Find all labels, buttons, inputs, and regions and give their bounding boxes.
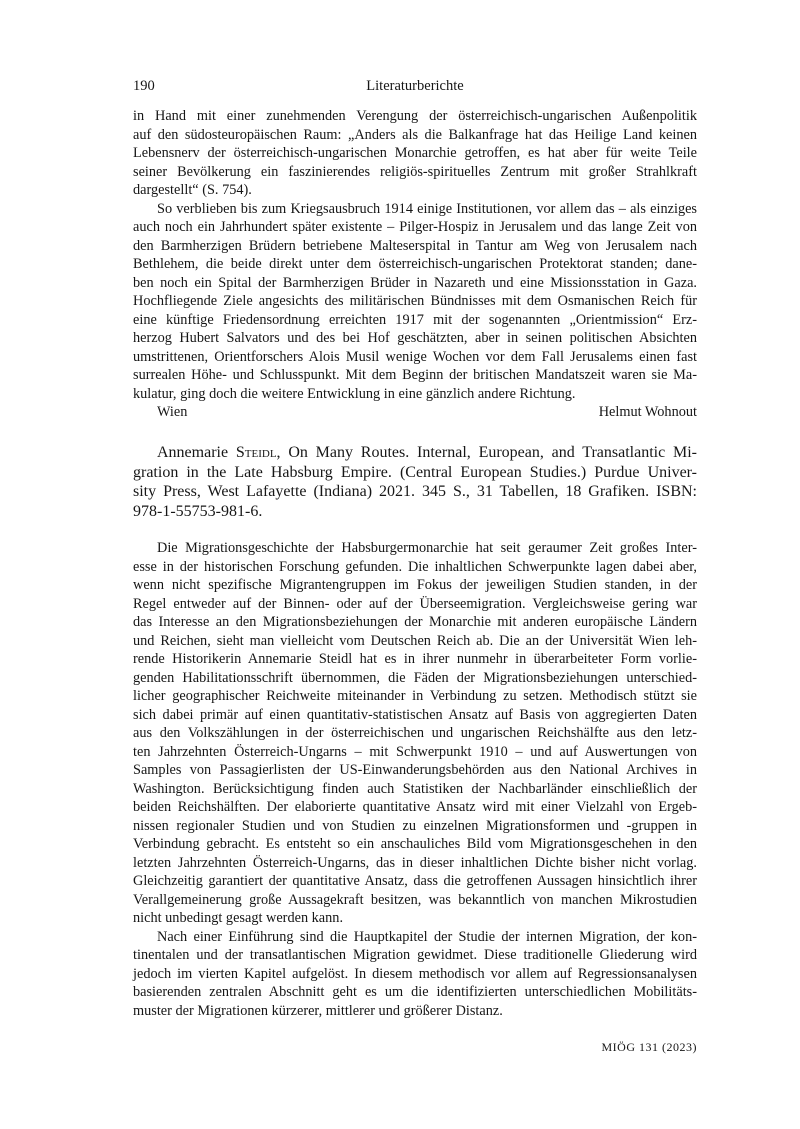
text-line: Verbindung gebracht. Es entsteht so ein anschauliches Bild vom Migrationsgeschehen in den xyxy=(133,836,697,852)
text-line: dargestellt“ (S. 754). xyxy=(133,182,252,198)
text-line: aus den Volkszählungen in der österreichischen und ungarischen Reichshälfte aus den letz- xyxy=(133,725,697,741)
text-line: licher geographischer Reichweite miteinander in Verbindung zu setzen. Methodisch stützt sie xyxy=(133,688,697,704)
text-line: auf den südosteuropäischen Raum: „Anders als die Balkanfrage hat das Heilige Land keinen xyxy=(133,126,697,143)
reviewer-name: Helmut Wohnout xyxy=(598,404,697,420)
citation-line: 978-1-55753-981-6. xyxy=(133,502,263,520)
citation-line: gration in the Late Habsburg Empire. (Central European Studies.) Purdue Univer- xyxy=(133,463,697,481)
text-line: ten Jahrzehnten Österreich-Ungarns – mit Schwerpunkt 1910 – und auf Auswertungen von xyxy=(133,743,697,760)
citation-line xyxy=(133,443,697,463)
text-line: eine künftige Friedensordnung erreichten 1917 mit der sogenannten „Orientmission“ Erz- xyxy=(133,311,697,328)
text-line: kulatur, ging doch die weitere Entwicklung in eine gänzlich andere Richtung. xyxy=(133,385,576,402)
text-line: rende Historikerin Annemarie Steidl hat es in ihrer nunmehr in überarbeiteter Form vorlie- xyxy=(133,651,697,667)
text-line: Bethlehem, die beide direkt unter dem österreichisch-ungarischen Protektorat standen; dane- xyxy=(133,256,697,272)
text-line: und Reichen, sieht man vielleicht vom Deutschen Reich ab. Die an der Universität Wien leh- xyxy=(133,632,697,649)
text-line: nicht unbedingt gesagt werden kann. xyxy=(133,910,344,926)
text-line: wenn nicht spezifische Migrantengruppen im Fokus der jeweiligen Studien standen, in der xyxy=(133,577,697,593)
text-line: das Interesse an den Migrationsbeziehungen der Monarchie mit anderen europäische Ländern xyxy=(133,614,697,630)
citation-title: , On Many Routes. Internal, European, and Transatlantic Mi- xyxy=(276,444,698,461)
text-line: sich dabei primär auf einen quantitativ-statistischen Ansatz auf Basis von aggregierten Daten xyxy=(133,706,697,723)
text-line: esse in der historischen Forschung gefunden. Die inhaltlichen Schwerpunkte lagen dabei aber, xyxy=(133,558,697,575)
text-line: letzten Jahrzehnten Österreich-Ungarns, das in dieser inhaltlichen Dichte bisher nicht vorlag. xyxy=(133,854,697,871)
text-line: muster der Migrationen kürzerer, mittlerer und größerer Distanz. xyxy=(133,1002,503,1019)
text-line: Gleichzeitig garantiert der quantitative Ansatz, dass die getroffenen Aussagen hinsichtlich ihrer xyxy=(133,873,697,889)
text-line: Washington. Berücksichtigung finden auch Statistiken der Nachbarländer einschließlich der xyxy=(133,780,697,797)
bibliographic-citation xyxy=(133,443,697,521)
text-line: jedoch im vierten Kapitel aufgelöst. In diesem methodisch vor allem auf Regressionsanalysen xyxy=(133,965,697,982)
text-line: surrealen Höhe- und Schlusspunkt. Mit dem Beginn der britischen Mandatszeit waren sie Ma- xyxy=(133,367,697,383)
text-line: den Barmherzigen Brüdern betriebene Malteserspital in Tantur am Weg von Jerusalem nach xyxy=(133,237,697,254)
text-line: in Hand mit einer zunehmenden Verengung der österreichisch-ungarischen Außenpolitik xyxy=(133,108,697,124)
text-line: beiden Reichshälften. Der elaborierte quantitative Ansatz wird mit einer Vielzahl von Ergeb- xyxy=(133,799,697,815)
author-surname: Steidl xyxy=(235,444,277,461)
journal-footer: MIÖG 131 (2023) xyxy=(601,1040,697,1054)
text-line: umstrittenen, Orientforschers Alois Musil wenige Wochen vor dem Fall Jerusalems einen fast xyxy=(133,348,697,365)
paragraph xyxy=(133,928,697,1021)
author-given-name: Annemarie xyxy=(157,444,229,461)
previous-review xyxy=(133,107,697,422)
text-line: herzog Hubert Salvators und des bei Hof geschätzten, aber in seinen politischen Absichten xyxy=(133,330,697,346)
review-body xyxy=(133,539,697,1020)
citation-line: sity Press, West Lafayette (Indiana) 2021. 345 S., 31 Tabellen, 18 Grafiken. ISBN: xyxy=(133,483,697,501)
text-line: Lebensnerv der österreichisch-ungarischen Monarchie getroffen, es hat aber für weite Teile xyxy=(133,145,697,161)
text-line: auch noch ein Jahrhundert später existente – Pilger-Hospiz in Jerusalem und das lange Zeit von xyxy=(133,219,697,235)
paragraph xyxy=(133,200,697,404)
text-line: So verblieben bis zum Kriegsausbruch 1914 einige Institutionen, vor allem das – als einziges xyxy=(157,200,697,217)
text-line: Hochfliegende Ziele angesichts des militärischen Bündnisses mit dem Osmanischen Reich für xyxy=(133,293,697,309)
page-header xyxy=(133,77,697,95)
text-line: Verallgemeinerung große Aussagekraft besitzen, was bekanntlich von manchen Mikrostudien xyxy=(133,891,697,908)
page-number: 190 xyxy=(133,78,155,94)
paragraph xyxy=(133,107,697,200)
text-line: Samples von Passagierlisten der US-Einwanderungsbehörden aus den National Archives in xyxy=(133,762,697,778)
text-line: nissen regionaler Studien und von Studien zu einzelnen Migrationsformen und -gruppen in xyxy=(133,817,697,834)
text-line: basierenden zentralen Abschnitt geht es um die identifizierten unterschiedlichen Mobilitäts- xyxy=(133,984,697,1000)
text-line: genden Habilitationsschrift übernommen, die Fäden der Migrationsbeziehungen unterschied- xyxy=(133,669,697,686)
reviewer-signature xyxy=(133,403,697,422)
running-title: Literaturberichte xyxy=(366,78,464,94)
text-line: ben noch ein Spital der Barmherzigen Brüder in Nazareth und eine Missionsstation in Gaza. xyxy=(133,274,697,291)
signature-place: Wien xyxy=(157,404,188,420)
text-line: Nach einer Einführung sind die Hauptkapitel der Studie der internen Migration, der kon- xyxy=(157,928,697,945)
text-line: Die Migrationsgeschichte der Habsburgermonarchie hat seit geraumer Zeit großes Inter- xyxy=(157,540,697,556)
text-line: seiner Bevölkerung ein faszinierendes religiös-spirituelles Zentrum mit großer Strahlkraft xyxy=(133,163,697,180)
text-line: Regel entweder auf der Binnen- oder auf der Überseemigration. Vergleichsweise gering war xyxy=(133,595,697,612)
paragraph xyxy=(133,539,697,928)
text-line: tinentalen und der transatlantischen Migration gewidmet. Diese traditionelle Gliederung wird xyxy=(133,947,697,963)
